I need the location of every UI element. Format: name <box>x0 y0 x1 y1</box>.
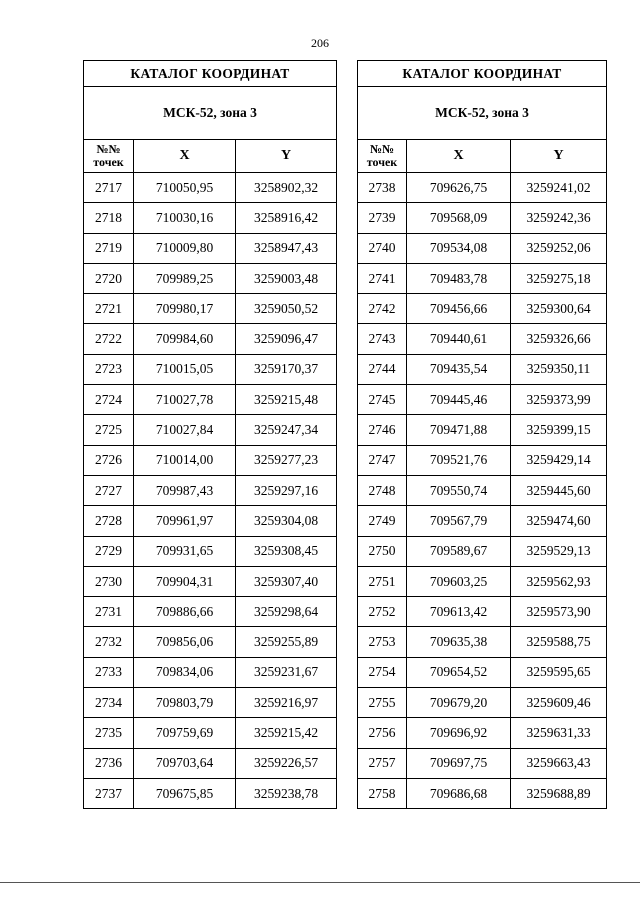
table-row <box>358 475 607 505</box>
table-row <box>84 475 337 505</box>
x-coordinate-cell: 709534,08 <box>407 233 511 263</box>
y-coordinate-cell: 3259474,60 <box>511 506 607 536</box>
y-coordinate-cell: 3259216,97 <box>236 688 337 718</box>
table-row <box>358 385 607 415</box>
table-row <box>84 748 337 778</box>
table-row <box>358 173 607 203</box>
y-coordinate-cell: 3259242,36 <box>511 203 607 233</box>
point-number-cell: 2731 <box>84 597 134 627</box>
x-coordinate-cell: 709961,97 <box>134 506 236 536</box>
point-number-cell: 2747 <box>358 445 407 475</box>
table-row <box>358 354 607 384</box>
point-number-cell: 2736 <box>84 748 134 778</box>
coordinate-catalog-right <box>357 60 607 809</box>
header-point-number <box>84 140 134 173</box>
header-x: X <box>407 140 511 173</box>
table-row <box>358 415 607 445</box>
point-number-cell: 2737 <box>84 778 134 808</box>
table-row <box>84 354 337 384</box>
y-coordinate-cell: 3259275,18 <box>511 263 607 293</box>
y-coordinate-cell: 3259170,37 <box>236 354 337 384</box>
y-coordinate-cell: 3259297,16 <box>236 475 337 505</box>
coordinate-catalog-left <box>83 60 337 809</box>
x-coordinate-cell: 709483,78 <box>407 263 511 293</box>
table-row <box>358 445 607 475</box>
point-number-cell: 2748 <box>358 475 407 505</box>
x-coordinate-cell: 709626,75 <box>407 173 511 203</box>
table-row <box>358 536 607 566</box>
header-point-number-line2: точек <box>93 155 124 169</box>
point-number-cell: 2728 <box>84 506 134 536</box>
table-row <box>358 294 607 324</box>
y-coordinate-cell: 3258947,43 <box>236 233 337 263</box>
x-coordinate-cell: 710027,78 <box>134 385 236 415</box>
table-row <box>358 506 607 536</box>
point-number-cell: 2735 <box>84 718 134 748</box>
table-row <box>84 445 337 475</box>
point-number-cell: 2719 <box>84 233 134 263</box>
point-number-cell: 2734 <box>84 688 134 718</box>
x-coordinate-cell: 710009,80 <box>134 233 236 263</box>
table-row <box>358 688 607 718</box>
table-row <box>84 627 337 657</box>
table-row <box>84 385 337 415</box>
table-row <box>84 203 337 233</box>
point-number-cell: 2732 <box>84 627 134 657</box>
point-number-cell: 2738 <box>358 173 407 203</box>
table-row <box>84 688 337 718</box>
point-number-cell: 2742 <box>358 294 407 324</box>
point-number-cell: 2757 <box>358 748 407 778</box>
point-number-cell: 2740 <box>358 233 407 263</box>
point-number-cell: 2745 <box>358 385 407 415</box>
y-coordinate-cell: 3259215,48 <box>236 385 337 415</box>
point-number-cell: 2743 <box>358 324 407 354</box>
y-coordinate-cell: 3259588,75 <box>511 627 607 657</box>
table-row <box>358 718 607 748</box>
y-coordinate-cell: 3259562,93 <box>511 566 607 596</box>
table-row <box>84 324 337 354</box>
x-coordinate-cell: 709759,69 <box>134 718 236 748</box>
catalog-subtitle: МСК-52, зона 3 <box>358 87 607 140</box>
y-coordinate-cell: 3259298,64 <box>236 597 337 627</box>
table-row <box>358 203 607 233</box>
x-coordinate-cell: 709904,31 <box>134 566 236 596</box>
table-row <box>358 566 607 596</box>
table-row <box>358 263 607 293</box>
x-coordinate-cell: 709567,79 <box>407 506 511 536</box>
point-number-cell: 2755 <box>358 688 407 718</box>
y-coordinate-cell: 3259688,89 <box>511 778 607 808</box>
x-coordinate-cell: 709989,25 <box>134 263 236 293</box>
table-row <box>358 597 607 627</box>
point-number-cell: 2718 <box>84 203 134 233</box>
y-coordinate-cell: 3258902,32 <box>236 173 337 203</box>
point-number-cell: 2724 <box>84 385 134 415</box>
catalog-rows-left <box>84 173 337 809</box>
y-coordinate-cell: 3259326,66 <box>511 324 607 354</box>
x-coordinate-cell: 710050,95 <box>134 173 236 203</box>
point-number-cell: 2729 <box>84 536 134 566</box>
catalog-rows-right <box>358 173 607 809</box>
y-coordinate-cell: 3259050,52 <box>236 294 337 324</box>
y-coordinate-cell: 3259308,45 <box>236 536 337 566</box>
catalog-title: КАТАЛОГ КООРДИНАТ <box>358 61 607 87</box>
x-coordinate-cell: 709568,09 <box>407 203 511 233</box>
header-y: Y <box>511 140 607 173</box>
table-row <box>84 536 337 566</box>
table-row <box>84 657 337 687</box>
point-number-cell: 2758 <box>358 778 407 808</box>
x-coordinate-cell: 709440,61 <box>407 324 511 354</box>
x-coordinate-cell: 709550,74 <box>407 475 511 505</box>
y-coordinate-cell: 3259429,14 <box>511 445 607 475</box>
y-coordinate-cell: 3259241,02 <box>511 173 607 203</box>
point-number-cell: 2751 <box>358 566 407 596</box>
x-coordinate-cell: 709931,65 <box>134 536 236 566</box>
table-row <box>358 657 607 687</box>
x-coordinate-cell: 710030,16 <box>134 203 236 233</box>
table-row <box>358 233 607 263</box>
point-number-cell: 2722 <box>84 324 134 354</box>
x-coordinate-cell: 709984,60 <box>134 324 236 354</box>
y-coordinate-cell: 3259631,33 <box>511 718 607 748</box>
x-coordinate-cell: 709679,20 <box>407 688 511 718</box>
x-coordinate-cell: 709987,43 <box>134 475 236 505</box>
x-coordinate-cell: 709803,79 <box>134 688 236 718</box>
y-coordinate-cell: 3258916,42 <box>236 203 337 233</box>
point-number-cell: 2721 <box>84 294 134 324</box>
table-row <box>358 627 607 657</box>
table-row <box>84 294 337 324</box>
point-number-cell: 2749 <box>358 506 407 536</box>
header-point-number-line1: №№ <box>369 142 395 156</box>
page-number: 206 <box>311 36 329 50</box>
point-number-cell: 2754 <box>358 657 407 687</box>
x-coordinate-cell: 709635,38 <box>407 627 511 657</box>
x-coordinate-cell: 709686,68 <box>407 778 511 808</box>
x-coordinate-cell: 709834,06 <box>134 657 236 687</box>
x-coordinate-cell: 709856,06 <box>134 627 236 657</box>
x-coordinate-cell: 709613,42 <box>407 597 511 627</box>
point-number-cell: 2752 <box>358 597 407 627</box>
x-coordinate-cell: 709980,17 <box>134 294 236 324</box>
point-number-cell: 2733 <box>84 657 134 687</box>
y-coordinate-cell: 3259595,65 <box>511 657 607 687</box>
x-coordinate-cell: 710015,05 <box>134 354 236 384</box>
x-coordinate-cell: 709435,54 <box>407 354 511 384</box>
point-number-cell: 2739 <box>358 203 407 233</box>
x-coordinate-cell: 709654,52 <box>407 657 511 687</box>
table-row <box>84 173 337 203</box>
x-coordinate-cell: 709471,88 <box>407 415 511 445</box>
table-row <box>358 324 607 354</box>
table-row <box>84 233 337 263</box>
header-x: X <box>134 140 236 173</box>
x-coordinate-cell: 709456,66 <box>407 294 511 324</box>
x-coordinate-cell: 709603,25 <box>407 566 511 596</box>
catalog-title: КАТАЛОГ КООРДИНАТ <box>84 61 337 87</box>
header-point-number-line1: №№ <box>96 142 121 156</box>
y-coordinate-cell: 3259663,43 <box>511 748 607 778</box>
y-coordinate-cell: 3259252,06 <box>511 233 607 263</box>
y-coordinate-cell: 3259609,46 <box>511 688 607 718</box>
y-coordinate-cell: 3259304,08 <box>236 506 337 536</box>
point-number-cell: 2723 <box>84 354 134 384</box>
point-number-cell: 2727 <box>84 475 134 505</box>
table-row <box>84 566 337 596</box>
y-coordinate-cell: 3259350,11 <box>511 354 607 384</box>
point-number-cell: 2746 <box>358 415 407 445</box>
x-coordinate-cell: 709675,85 <box>134 778 236 808</box>
y-coordinate-cell: 3259238,78 <box>236 778 337 808</box>
x-coordinate-cell: 709589,67 <box>407 536 511 566</box>
table-row <box>84 597 337 627</box>
header-point-number <box>358 140 407 173</box>
table-row <box>358 748 607 778</box>
y-coordinate-cell: 3259003,48 <box>236 263 337 293</box>
table-row <box>84 506 337 536</box>
y-coordinate-cell: 3259231,67 <box>236 657 337 687</box>
table-row <box>84 263 337 293</box>
y-coordinate-cell: 3259529,13 <box>511 536 607 566</box>
x-coordinate-cell: 709697,75 <box>407 748 511 778</box>
x-coordinate-cell: 710014,00 <box>134 445 236 475</box>
point-number-cell: 2753 <box>358 627 407 657</box>
point-number-cell: 2717 <box>84 173 134 203</box>
point-number-cell: 2750 <box>358 536 407 566</box>
y-coordinate-cell: 3259445,60 <box>511 475 607 505</box>
table-row <box>84 718 337 748</box>
y-coordinate-cell: 3259573,90 <box>511 597 607 627</box>
header-y: Y <box>236 140 337 173</box>
y-coordinate-cell: 3259373,99 <box>511 385 607 415</box>
y-coordinate-cell: 3259300,64 <box>511 294 607 324</box>
point-number-cell: 2741 <box>358 263 407 293</box>
x-coordinate-cell: 709696,92 <box>407 718 511 748</box>
y-coordinate-cell: 3259277,23 <box>236 445 337 475</box>
y-coordinate-cell: 3259226,57 <box>236 748 337 778</box>
y-coordinate-cell: 3259247,34 <box>236 415 337 445</box>
y-coordinate-cell: 3259255,89 <box>236 627 337 657</box>
point-number-cell: 2730 <box>84 566 134 596</box>
y-coordinate-cell: 3259399,15 <box>511 415 607 445</box>
point-number-cell: 2720 <box>84 263 134 293</box>
footer-divider <box>0 882 640 883</box>
x-coordinate-cell: 709521,76 <box>407 445 511 475</box>
y-coordinate-cell: 3259307,40 <box>236 566 337 596</box>
x-coordinate-cell: 710027,84 <box>134 415 236 445</box>
x-coordinate-cell: 709445,46 <box>407 385 511 415</box>
point-number-cell: 2744 <box>358 354 407 384</box>
header-point-number-line2: точек <box>366 155 398 169</box>
point-number-cell: 2756 <box>358 718 407 748</box>
table-row <box>84 415 337 445</box>
point-number-cell: 2725 <box>84 415 134 445</box>
catalog-subtitle: МСК-52, зона 3 <box>84 87 337 140</box>
point-number-cell: 2726 <box>84 445 134 475</box>
x-coordinate-cell: 709886,66 <box>134 597 236 627</box>
table-row <box>84 778 337 808</box>
y-coordinate-cell: 3259096,47 <box>236 324 337 354</box>
x-coordinate-cell: 709703,64 <box>134 748 236 778</box>
table-row <box>358 778 607 808</box>
y-coordinate-cell: 3259215,42 <box>236 718 337 748</box>
